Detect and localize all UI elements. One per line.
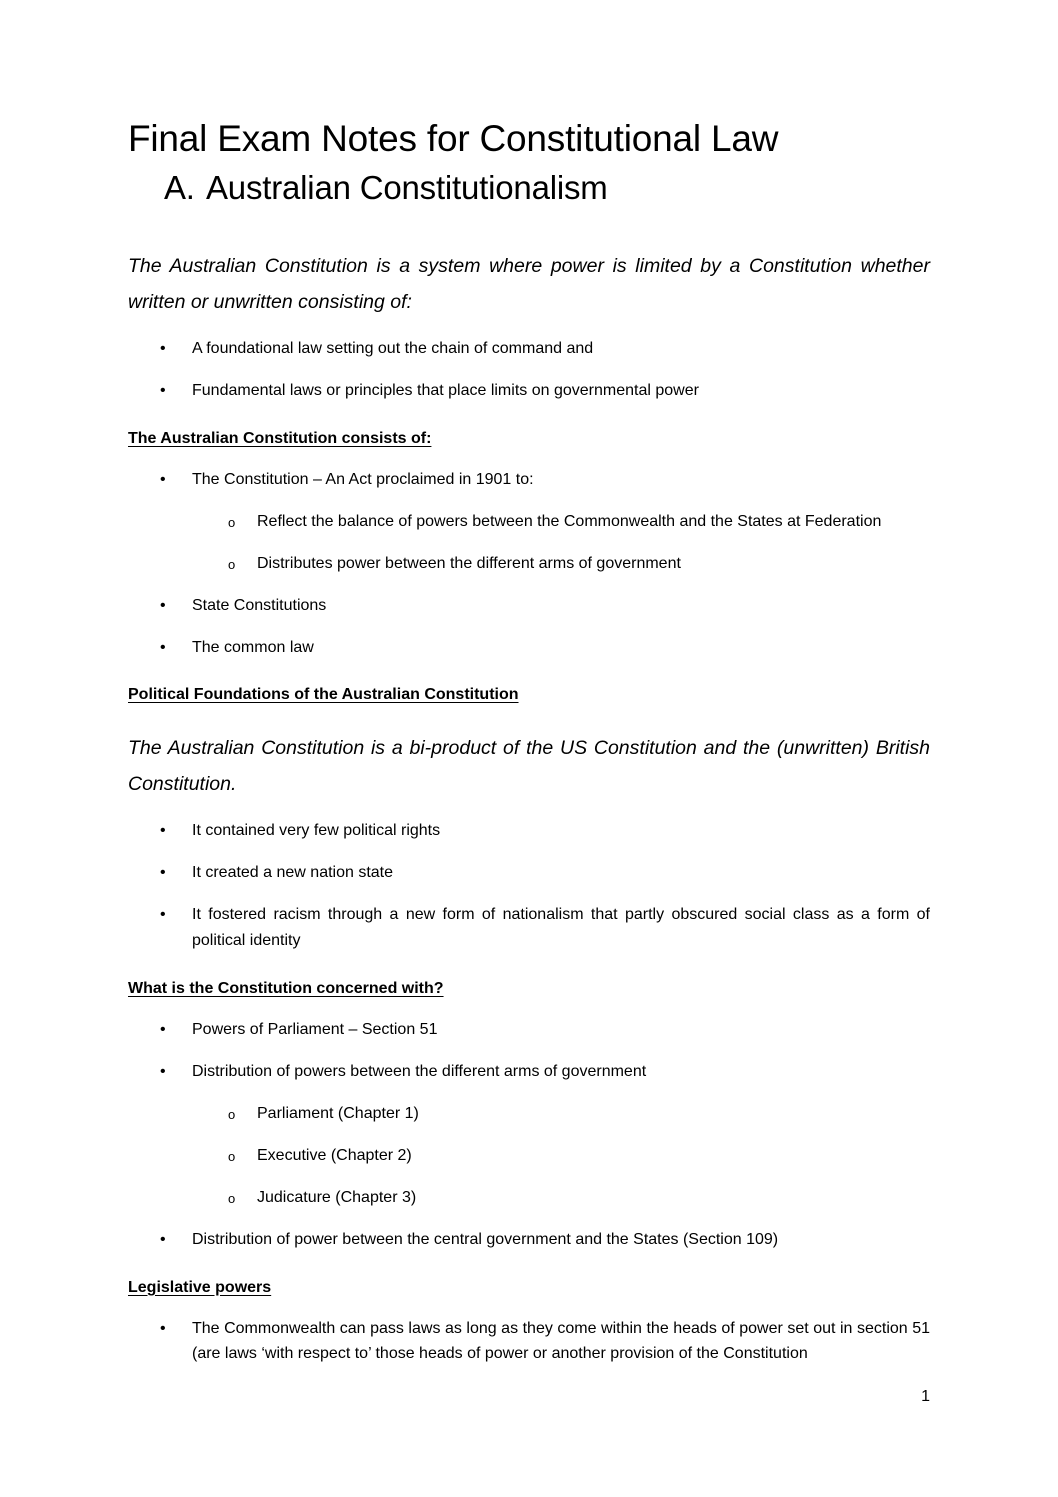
bullet-disc-icon: • [160, 638, 166, 656]
bullet-list-2 [128, 467, 930, 493]
bullet-list-4-rest [128, 1227, 930, 1253]
bullet-circle-icon: o [228, 514, 236, 530]
document-content [128, 118, 930, 1367]
list-item [128, 860, 930, 886]
lead-paragraph-2: The Australian Constitution is a bi-product of the US Constitution and the (unwritten) British Constitution. [128, 737, 930, 795]
list-item [128, 593, 930, 619]
list-item [128, 467, 930, 493]
bullet-list-2-rest [128, 593, 930, 661]
list-item-text: It created a new nation state [192, 864, 394, 882]
bullet-list-4 [128, 1017, 930, 1085]
section-subheading-1: The Australian Constitution consists of: [128, 429, 432, 447]
bullet-disc-icon: • [160, 382, 166, 400]
bullet-disc-icon: • [160, 596, 166, 614]
section-heading-text: Australian Constitutionalism [206, 168, 608, 206]
bullet-circle-icon: o [228, 1148, 236, 1164]
sub-bullet-list-2 [128, 509, 930, 577]
list-item-text: The Commonwealth can pass laws as long as they come within the heads of power set out in section 51 (are laws ‘with respect to’ those heads of power or another provision of the Constitution [192, 1319, 930, 1363]
sub-bullet-list-4 [128, 1101, 930, 1211]
bullet-disc-icon: • [160, 822, 166, 840]
section-heading [128, 169, 930, 207]
sub-list-item [128, 509, 930, 535]
list-item-text: Powers of Parliament – Section 51 [192, 1021, 438, 1039]
list-item-text: The common law [192, 638, 314, 656]
bullet-disc-icon: • [160, 1021, 166, 1039]
list-item-text: It contained very few political rights [192, 822, 441, 840]
list-item-text: A foundational law setting out the chain of command and [192, 340, 594, 358]
section-subheading-3: What is the Constitution concerned with? [128, 980, 444, 998]
page-title: Final Exam Notes for Constitutional Law [128, 118, 779, 159]
bullet-circle-icon: o [228, 1190, 236, 1206]
sub-list-item [128, 1143, 930, 1169]
sub-list-item-text: Parliament (Chapter 1) [257, 1104, 419, 1122]
list-item [128, 1017, 930, 1043]
list-item-text: Fundamental laws or principles that place limits on governmental power [192, 382, 699, 400]
list-item [128, 635, 930, 661]
section-subheading-4: Legislative powers [128, 1278, 272, 1296]
list-item-text: State Constitutions [192, 596, 327, 614]
page-number: 1 [921, 1388, 930, 1405]
list-item [128, 1316, 930, 1368]
section-subheading-2: Political Foundations of the Australian Constitution [128, 686, 519, 704]
bullet-disc-icon: • [160, 906, 166, 924]
bullet-disc-icon: • [160, 864, 166, 882]
list-item [128, 336, 930, 362]
list-item-text: Distribution of power between the central government and the States (Section 109) [192, 1230, 779, 1248]
bullet-disc-icon: • [160, 340, 166, 358]
list-item [128, 818, 930, 844]
bullet-list-3 [128, 818, 930, 954]
bullet-list-1 [128, 336, 930, 404]
sub-list-item [128, 1185, 930, 1211]
sub-list-item-text: Executive (Chapter 2) [257, 1146, 412, 1164]
sub-list-item [128, 1101, 930, 1127]
sub-list-item [128, 551, 930, 577]
bullet-disc-icon: • [160, 1062, 166, 1080]
list-item-text: The Constitution – An Act proclaimed in 1901 to: [192, 470, 534, 488]
bullet-disc-icon: • [160, 1230, 166, 1248]
section-marker: A. [164, 168, 195, 206]
list-item [128, 1059, 930, 1085]
list-item-text: Distribution of powers between the different arms of government [192, 1062, 647, 1080]
bullet-disc-icon: • [160, 1319, 166, 1337]
lead-paragraph-1: The Australian Constitution is a system where power is limited by a Constitution whether written or unwritten consisting of: [128, 255, 930, 313]
list-item-text: It fostered racism through a new form of nationalism that partly obscured social class as a form of political identity [192, 906, 930, 950]
list-item [128, 378, 930, 404]
bullet-circle-icon: o [228, 556, 236, 572]
bullet-circle-icon: o [228, 1106, 236, 1122]
list-item [128, 902, 930, 954]
sub-list-item-text: Reflect the balance of powers between the Commonwealth and the States at Federation [257, 512, 882, 530]
sub-list-item-text: Distributes power between the different arms of government [257, 554, 681, 572]
list-item [128, 1227, 930, 1253]
sub-list-item-text: Judicature (Chapter 3) [257, 1188, 417, 1206]
bullet-list-5 [128, 1316, 930, 1368]
bullet-disc-icon: • [160, 470, 166, 488]
